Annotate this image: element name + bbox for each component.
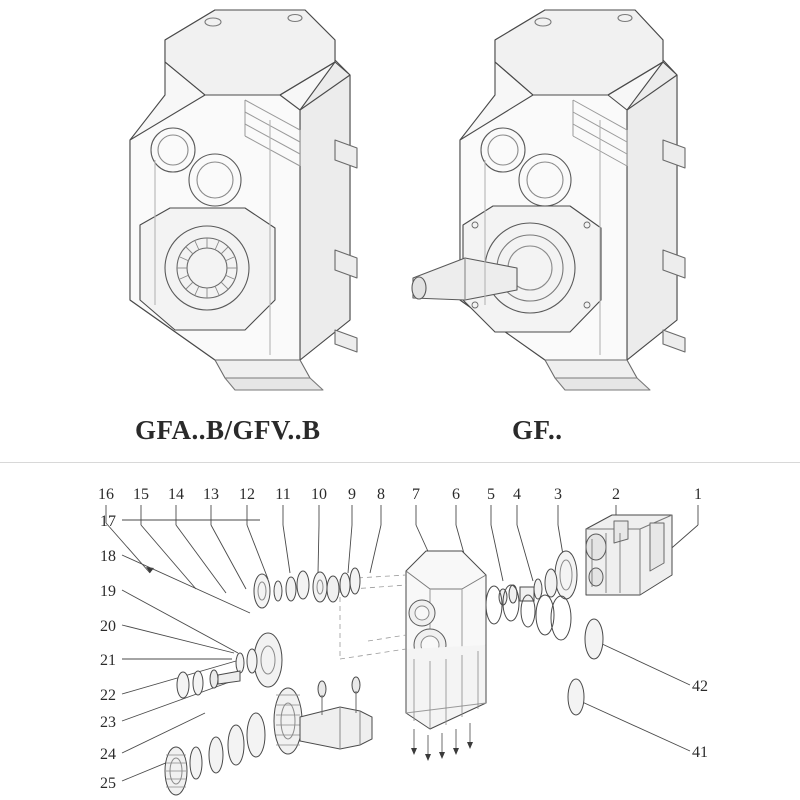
callout-8: 8 [377, 486, 385, 503]
callout-3: 3 [554, 486, 562, 503]
gearbox-solid-shaft-view [405, 0, 705, 400]
exploded-assembly-diagram [0, 463, 800, 800]
callout-2: 2 [612, 486, 620, 503]
callout-21: 21 [100, 652, 116, 669]
callout-42: 42 [692, 678, 708, 695]
callout-1: 1 [694, 486, 702, 503]
caption-left: GFA..B/GFV..B [135, 415, 321, 445]
callout-7: 7 [412, 486, 420, 503]
callout-12: 12 [239, 486, 255, 503]
callout-14: 14 [168, 486, 184, 503]
callout-9: 9 [348, 486, 356, 503]
callout-16: 16 [98, 486, 114, 503]
callout-15: 15 [133, 486, 149, 503]
callout-6: 6 [452, 486, 460, 503]
callout-13: 13 [203, 486, 219, 503]
gearbox-shaft-mounted-view [95, 0, 395, 400]
callout-11: 11 [275, 486, 291, 503]
exploded-view-section [0, 463, 800, 800]
callout-5: 5 [487, 486, 495, 503]
callout-4: 4 [513, 486, 521, 503]
callout-24: 24 [100, 746, 116, 763]
callout-41: 41 [692, 744, 708, 761]
callout-17: 17 [100, 513, 116, 530]
callout-23: 23 [100, 714, 116, 731]
callout-25: 25 [100, 775, 116, 792]
callout-10: 10 [311, 486, 327, 503]
callout-22: 22 [100, 687, 116, 704]
callout-18: 18 [100, 548, 116, 565]
caption-right: GF.. [512, 415, 563, 445]
callout-20: 20 [100, 618, 116, 635]
callout-19: 19 [100, 583, 116, 600]
